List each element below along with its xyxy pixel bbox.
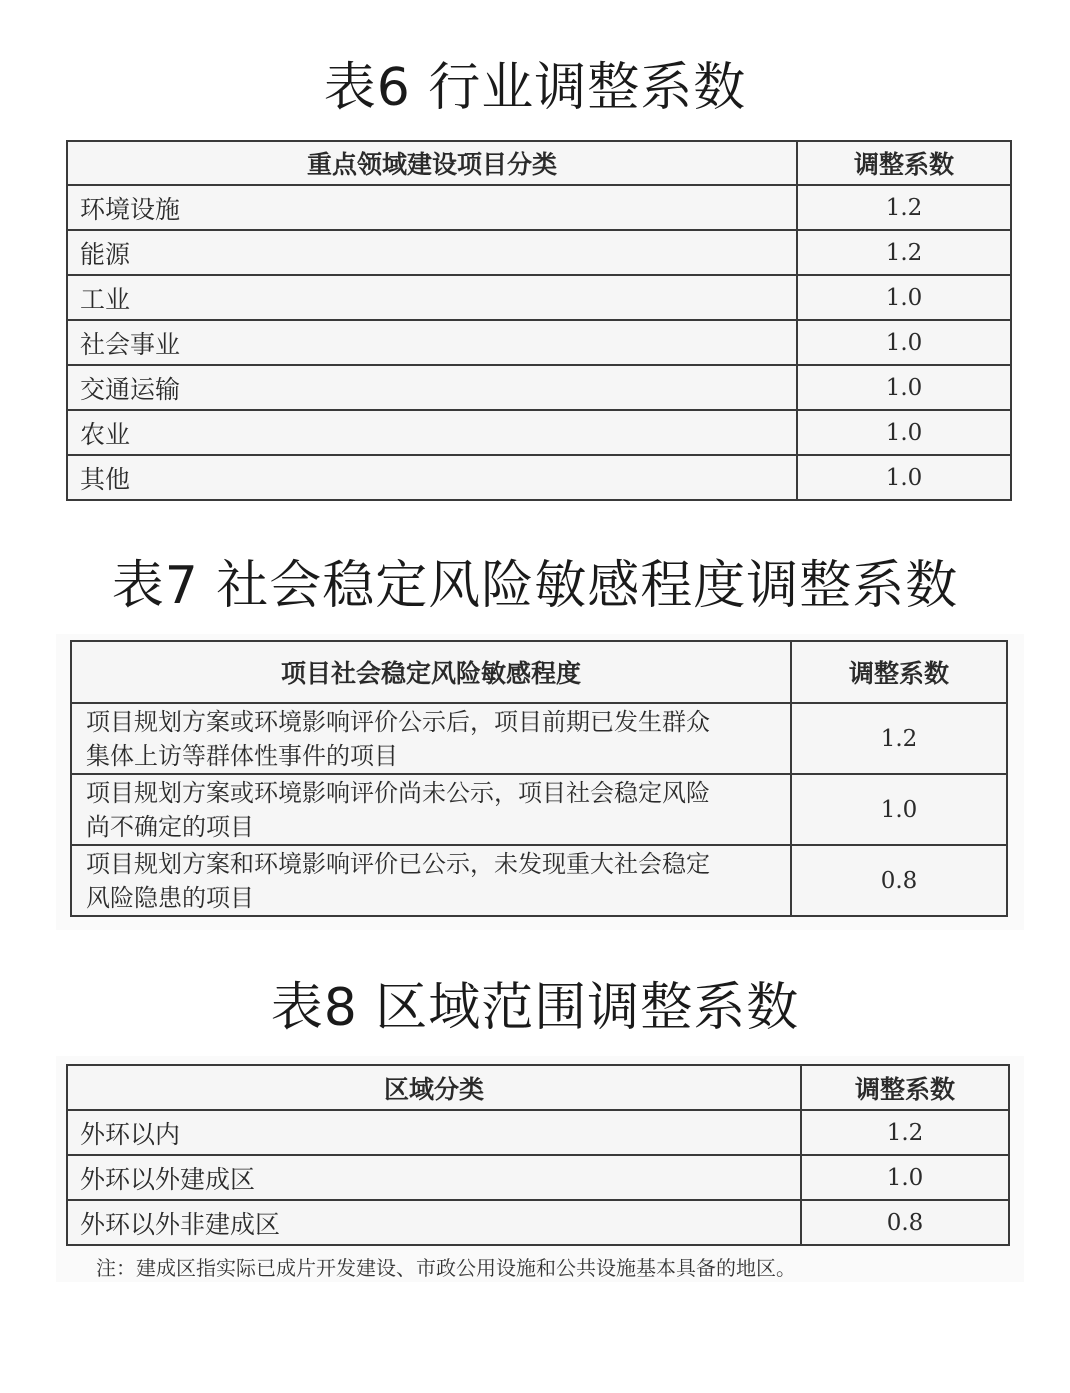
row-description <box>71 703 791 774</box>
table-row <box>71 845 1007 916</box>
table-row <box>67 275 1011 320</box>
table6-header-row <box>67 141 1011 185</box>
row-name: 交通运输 <box>67 365 797 410</box>
table-row <box>67 410 1011 455</box>
row-name: 农业 <box>67 410 797 455</box>
table-row <box>67 185 1011 230</box>
table8-header-coef: 调整系数 <box>801 1065 1009 1110</box>
table7-title: 表7 社会稳定风险敏感程度调整系数 <box>111 556 959 616</box>
row-coef: 1.0 <box>797 320 1011 365</box>
row-description <box>71 845 791 916</box>
row-coef: 1.0 <box>797 365 1011 410</box>
table8-header-row <box>67 1065 1009 1110</box>
row-coef: 1.2 <box>791 703 1007 774</box>
row-name: 环境设施 <box>67 185 797 230</box>
table-row <box>67 230 1011 275</box>
table8-region-coefficient <box>66 1064 1010 1246</box>
row-name: 能源 <box>67 230 797 275</box>
row-coef: 1.2 <box>801 1110 1009 1155</box>
table-row <box>67 455 1011 500</box>
row-description-line2: 集体上访等群体性事件的项目 <box>86 741 398 770</box>
table7-header-coef: 调整系数 <box>791 641 1007 703</box>
table6-header-coef: 调整系数 <box>797 141 1011 185</box>
row-coef: 1.0 <box>797 410 1011 455</box>
table-row <box>67 365 1011 410</box>
table7-header-category: 项目社会稳定风险敏感程度 <box>71 641 791 703</box>
row-name: 外环以内 <box>67 1110 801 1155</box>
row-name: 外环以外非建成区 <box>67 1200 801 1245</box>
row-description-line1: 项目规划方案或环境影响评价公示后，项目前期已发生群众 <box>86 707 710 736</box>
table8-title: 表8 区域范围调整系数 <box>270 978 800 1038</box>
row-coef: 1.2 <box>797 230 1011 275</box>
table8-header-category: 区域分类 <box>67 1065 801 1110</box>
row-coef: 1.0 <box>791 774 1007 845</box>
table6-title: 表6 行业调整系数 <box>323 58 747 118</box>
row-name: 社会事业 <box>67 320 797 365</box>
row-description-line2: 尚不确定的项目 <box>86 812 254 841</box>
table7-header-row <box>71 641 1007 703</box>
table7-social-stability-coefficient <box>70 640 1008 917</box>
row-coef: 0.8 <box>791 845 1007 916</box>
row-description <box>71 774 791 845</box>
table-row <box>67 1155 1009 1200</box>
table-row <box>71 774 1007 845</box>
table6-industry-coefficient <box>66 140 1012 501</box>
row-coef: 1.0 <box>797 275 1011 320</box>
row-name: 工业 <box>67 275 797 320</box>
table-row <box>67 1200 1009 1245</box>
row-description-line1: 项目规划方案和环境影响评价已公示，未发现重大社会稳定 <box>86 849 710 878</box>
table-row <box>67 1110 1009 1155</box>
table6-header-category: 重点领域建设项目分类 <box>67 141 797 185</box>
row-coef: 1.2 <box>797 185 1011 230</box>
table8-footnote: 注：建成区指实际已成片开发建设、市政公用设施和公共设施基本具备的地区。 <box>96 1256 796 1280</box>
row-name: 外环以外建成区 <box>67 1155 801 1200</box>
table-row <box>67 320 1011 365</box>
table-row <box>71 703 1007 774</box>
row-coef: 1.0 <box>797 455 1011 500</box>
row-coef: 0.8 <box>801 1200 1009 1245</box>
row-coef: 1.0 <box>801 1155 1009 1200</box>
row-description-line2: 风险隐患的项目 <box>86 883 254 912</box>
row-description-line1: 项目规划方案或环境影响评价尚未公示，项目社会稳定风险 <box>86 778 710 807</box>
row-name: 其他 <box>67 455 797 500</box>
